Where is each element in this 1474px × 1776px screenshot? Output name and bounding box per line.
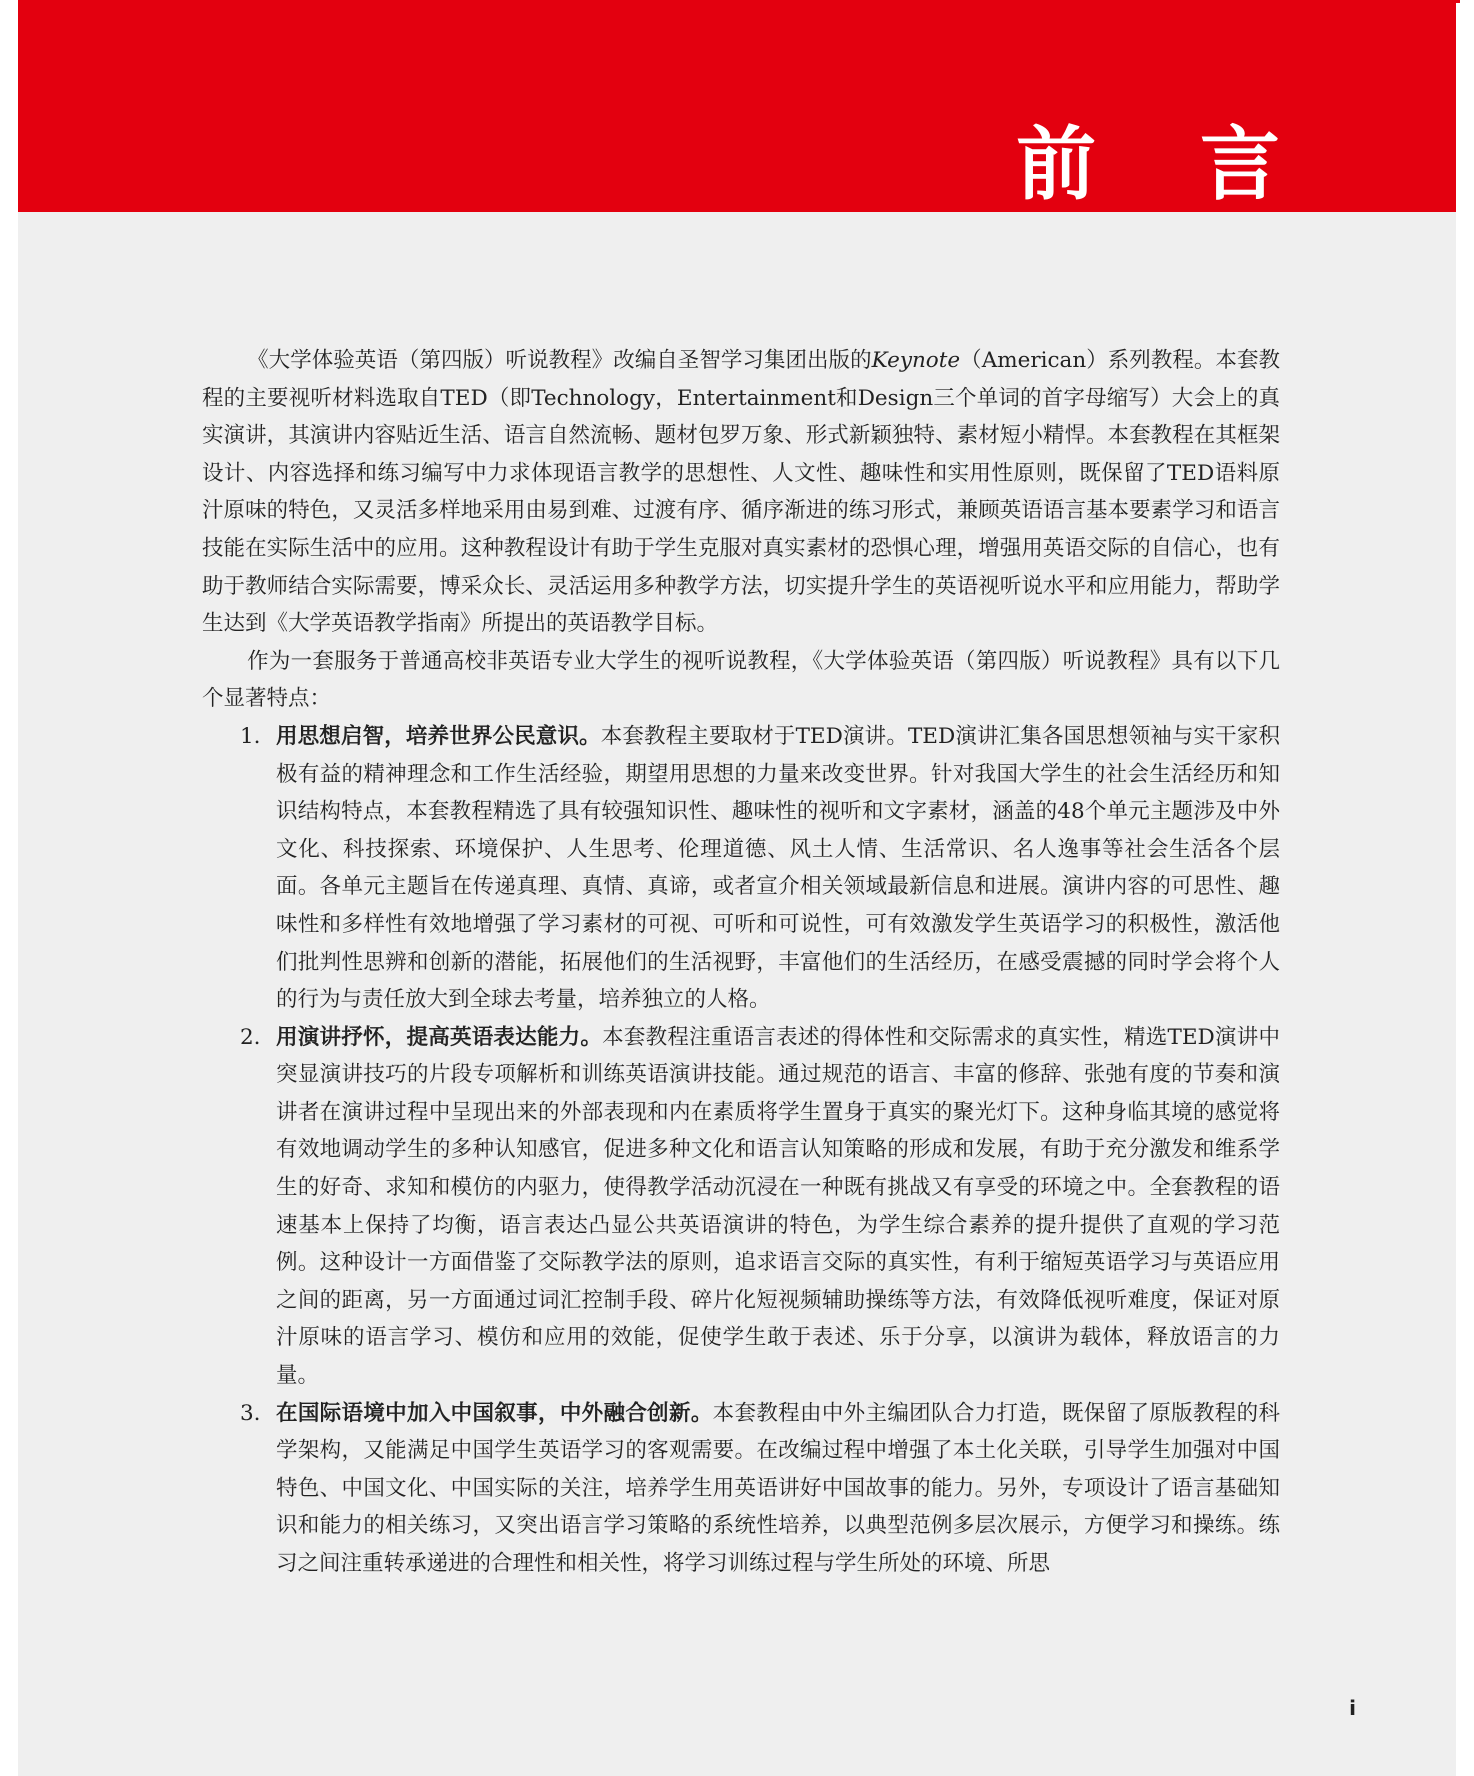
intro-paragraph-2: 作为一套服务于普通高校非英语专业大学生的视听说教程，《大学体验英语（第四版）听说教程》具有以下几个显著特点： xyxy=(202,648,1280,712)
page-title: 前 言 xyxy=(1016,118,1318,211)
feature-text: 本套教程由中外主编团队合力打造，既保留了原版教程的科学架构，又能满足中国学生英语学习的客观需要。在改编过程中增强了本土化关联，引导学生加强对中国特色、中国文化、中国实际的关注，培养学生用英语讲好中国故事的能力。另外，专项设计了语言基础知识和能力的相关练习，又突出语言学习策略的系统性培养，以典型范例多层次展示，方便学习和操练。练习之间注重转承递进的合理性和相关性，将学习训练过程与学生所处的环境、所思 xyxy=(276,1400,1280,1576)
intro-text-rest: （American）系列教程。本套教程的主要视听材料选取自TED（即Technology，Entertainment和Design三个单词的首字母缩写）大会上的真实演讲，其演讲内容贴近生活、语言自然流畅、题材包罗万象、形式新颖独特、素材短小精悍。本套教程在其框架设计、内容选择和练习编写中力求体现语言教学的思想性、人文性、趣味性和实用性原则，既保留了TED语料原汁原味的特色，又灵活多样地采用由易到难、过渡有序、循序渐进的练习形式，兼顾英语语言基本要素学习和语言技能在实际生活中的应用。这种教程设计有助于学生克服对真实素材的恐惧心理，增强用英语交际的自信心，也有助于教师结合实际需要，博采众长、灵活运用多种教学方法，切实提升学生的英语视听说水平和应用能力，帮助学生达到《大学英语教学指南》所提出的英语教学目标。 xyxy=(202,348,1280,637)
feature-heading: 用思想启智，培养世界公民意识。 xyxy=(276,723,601,749)
feature-heading: 在国际语境中加入中国叙事，中外融合创新。 xyxy=(276,1400,713,1426)
page xyxy=(18,0,1456,1776)
feature-number: 3. xyxy=(240,1400,261,1426)
preface-body xyxy=(202,342,1280,1583)
feature-item-3 xyxy=(202,1395,1280,1583)
brand-name: Keynote xyxy=(871,348,961,373)
feature-text: 本套教程主要取材于TED演讲。TED演讲汇集各国思想领袖与实干家积极有益的精神理念和工作生活经验，期望用思想的力量来改变世界。针对我国大学生的社会生活经历和知识结构特点，本套教程精选了具有较强知识性、趣味性的视听和文字素材，涵盖的48个单元主题涉及中外文化、科技探索、环境保护、人生思考、伦理道德、风土人情、生活常识、名人逸事等社会生活各个层面。各单元主题旨在传递真理、真情、真谛，或者宣介相关领域最新信息和进展。演讲内容的可思性、趣味性和多样性有效地增强了学习素材的可视、可听和可说性，可有效激发学生英语学习的积极性，激活他们批判性思辨和创新的潜能，拓展他们的生活视野，丰富他们的生活经历，在感受震撼的同时学会将个人的行为与责任放大到全球去考量，培养独立的人格。 xyxy=(276,723,1280,1013)
feature-number: 1. xyxy=(240,723,261,749)
feature-list xyxy=(202,718,1280,1583)
page-number: i xyxy=(1349,1696,1356,1720)
corner-mark xyxy=(1446,0,1460,3)
feature-text: 本套教程注重语言表述的得体性和交际需求的真实性，精选TED演讲中突显演讲技巧的片段专项解析和训练英语演讲技能。通过规范的语言、丰富的修辞、张弛有度的节奏和演讲者在演讲过程中呈现出来的外部表现和内在素质将学生置身于真实的聚光灯下。这种身临其境的感觉将有效地调动学生的多种认知感官，促进多种文化和语言认知策略的形成和发展，有助于充分激发和维系学生的好奇、求知和模仿的内驱力，使得教学活动沉浸在一种既有挑战又有享受的环境之中。全套教程的语速基本上保持了均衡，语言表达凸显公共英语演讲的特色，为学生综合素养的提升提供了直观的学习范例。这种设计一方面借鉴了交际教学法的原则，追求语言交际的真实性，有利于缩短英语学习与英语应用之间的距离，另一方面通过词汇控制手段、碎片化短视频辅助操练等方法，有效降低视听难度，保证对原汁原味的语言学习、模仿和应用的效能，促使学生敢于表述、乐于分享，以演讲为载体，释放语言的力量。 xyxy=(276,1024,1280,1389)
feature-item-2 xyxy=(202,1019,1280,1395)
intro-text-start: 《大学体验英语（第四版）听说教程》改编自圣智学习集团出版的 xyxy=(247,348,872,373)
feature-number: 2. xyxy=(240,1024,261,1050)
header-banner xyxy=(18,0,1456,212)
feature-item-1 xyxy=(202,718,1280,1019)
feature-heading: 用演讲抒怀，提高英语表达能力。 xyxy=(276,1024,603,1050)
intro-paragraph-1 xyxy=(202,342,1280,643)
